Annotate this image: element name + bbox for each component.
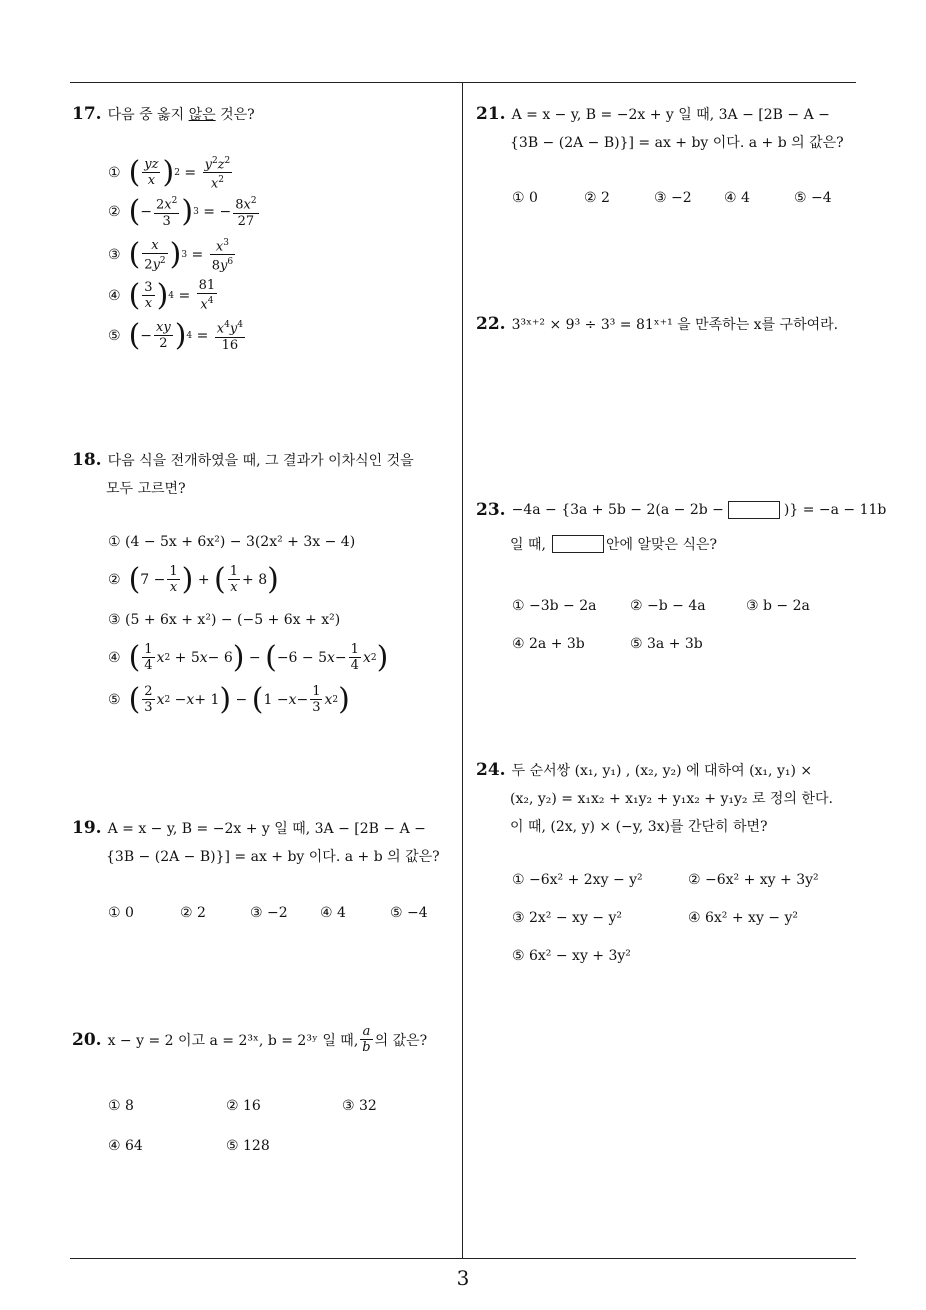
question-18 (72, 446, 414, 503)
question-number: 17. (72, 104, 102, 124)
option-18-1[interactable]: ① (4 − 5x + 6x²) − 3(2x² + 3x − 4) (108, 534, 356, 550)
option-24-4[interactable]: ④ 6x² + xy − y² (688, 910, 799, 926)
option-21-4[interactable]: ④ 4 (724, 190, 750, 206)
option-24-2[interactable]: ② −6x² + xy + 3y² (688, 872, 819, 888)
question-23-line2 (510, 534, 717, 554)
question-number: 18. (72, 450, 102, 470)
option-21-1[interactable]: ① 0 (512, 190, 538, 206)
option-20-3[interactable]: ③ 32 (342, 1098, 377, 1114)
option-18-2[interactable]: ② ( 7 − $\frac{1}{x}$ ) + ( $\frac{1}{x}$ + 8 ) (108, 562, 279, 597)
option-24-1[interactable]: ① −6x² + 2xy − y² (512, 872, 643, 888)
option-17-1[interactable]: ① ( $\frac{yz}{x}$ ) 2 = $\frac{y^2z^2}{x^2}$ (108, 155, 231, 192)
question-stem: A = x − y, B = −2x + y 일 때, 3A − [2B − A − (107, 821, 426, 837)
option-24-5[interactable]: ⑤ 6x² − xy + 3y² (512, 948, 631, 964)
question-stem: A = x − y, B = −2x + y 일 때, 3A − [2B − A − (511, 107, 830, 123)
option-19-1[interactable]: ① 0 (108, 905, 134, 921)
question-stem: {3B − (2A − B)}] = ax + by 이다. a + b 의 값은? (510, 135, 844, 151)
option-20-5[interactable]: ⑤ 128 (226, 1138, 270, 1154)
option-17-4[interactable]: ④ ( $\frac{3}{x}$ ) 4 = $\frac{81}{x^4}$ (108, 278, 216, 313)
option-19-3[interactable]: ③ −2 (250, 905, 288, 921)
option-18-4[interactable]: ④ ( $\frac{1}{4}$ x 2 + 5 x − 6 ) − ( −6 − 5 x − $\frac{1}{4}$ x 2 ) (108, 640, 389, 675)
option-21-2[interactable]: ② 2 (584, 190, 610, 206)
option-19-2[interactable]: ② 2 (180, 905, 206, 921)
question-stem: −4a − {3a + 5b − 2(a − 2b − (511, 502, 724, 518)
question-stem: 3³ˣ⁺² × 9³ ÷ 3³ = 81ˣ⁺¹ 을 만족하는 x를 구하여라. (511, 317, 839, 333)
option-17-5[interactable]: ⑤ ( − $\frac{xy}{2}$ ) 4 = $\frac{x^4y^4}{16}$ (108, 318, 243, 353)
option-24-3[interactable]: ③ 2x² − xy − y² (512, 910, 623, 926)
question-stem: 모두 고르면? (106, 481, 186, 497)
question-17 (72, 100, 255, 129)
question-stem: 것은? (215, 107, 255, 123)
option-20-4[interactable]: ④ 64 (108, 1138, 143, 1154)
option-17-3[interactable]: ③ ( $\frac{x}{2y^2}$ ) 3 = $\frac{x^3}{8y^6}$ (108, 237, 234, 274)
bottom-rule (70, 1258, 856, 1259)
option-20-2[interactable]: ② 16 (226, 1098, 261, 1114)
question-23 (476, 500, 886, 520)
question-number: 20. (72, 1029, 102, 1050)
question-stem: {3B − (2A − B)}] = ax + by 이다. a + b 의 값은? (106, 849, 440, 865)
question-stem-emphasis: 않은 (188, 107, 216, 123)
question-number: 21. (476, 104, 506, 124)
question-22 (476, 310, 838, 339)
option-23-2[interactable]: ② −b − 4a (630, 598, 706, 614)
question-stem: 일 때, (510, 537, 546, 553)
question-stem: 두 순서쌍 (x₁, y₁) , (x₂, y₂) 에 대하여 (x₁, y₁) × (511, 763, 813, 779)
option-19-4[interactable]: ④ 4 (320, 905, 346, 921)
question-number: 24. (476, 760, 506, 780)
option-23-1[interactable]: ① −3b − 2a (512, 598, 597, 614)
question-stem: 다음 식을 전개하였을 때, 그 결과가 이차식인 것을 (107, 453, 414, 469)
option-18-3[interactable]: ③ (5 + 6x + x²) − (−5 + 6x + x²) (108, 612, 341, 628)
answer-blank-box (552, 535, 604, 553)
question-stem: x − y = 2 이고 a = 2³ˣ, b = 2³ʸ 일 때, (107, 1032, 359, 1049)
option-18-5[interactable]: ⑤ ( $\frac{2}{3}$ x 2 − x + 1 ) − ( 1 − x − $\frac{1}{3}$ x 2 ) (108, 682, 350, 717)
question-stem: )} = −a − 11b (783, 502, 887, 518)
question-number: 19. (72, 818, 102, 838)
option-20-1[interactable]: ① 8 (108, 1098, 134, 1114)
option-17-2[interactable]: ② ( − $\frac{2x^2}{3}$ ) 3 = − $\frac{8x^2}{27}$ (108, 194, 257, 229)
question-stem: 안에 알맞은 식은? (605, 537, 718, 553)
question-stem: 이 때, (2x, y) × (−y, 3x)를 간단히 하면? (510, 819, 768, 835)
page-number: 3 (456, 1266, 470, 1290)
question-24 (476, 756, 833, 841)
question-stem: (x₂, y₂) = x₁x₂ + x₁y₂ + y₁x₂ + y₁y₂ 로 정의 한다. (510, 791, 833, 807)
question-19 (72, 814, 440, 871)
question-stem: 다음 중 옳지 (107, 107, 189, 123)
fraction-a-over-b: $\frac{a}{b}$ (362, 1024, 371, 1055)
question-21 (476, 100, 844, 157)
option-19-5[interactable]: ⑤ −4 (390, 905, 428, 921)
option-21-3[interactable]: ③ −2 (654, 190, 692, 206)
option-21-5[interactable]: ⑤ −4 (794, 190, 832, 206)
question-stem: 의 값은? (374, 1032, 428, 1049)
question-number: 23. (476, 500, 506, 520)
option-23-4[interactable]: ④ 2a + 3b (512, 636, 585, 652)
column-divider (462, 82, 463, 1258)
option-23-5[interactable]: ⑤ 3a + 3b (630, 636, 703, 652)
question-20 (72, 1024, 427, 1055)
top-rule (70, 82, 856, 83)
answer-blank-box (728, 501, 780, 519)
question-number: 22. (476, 314, 506, 334)
option-23-3[interactable]: ③ b − 2a (746, 598, 810, 614)
